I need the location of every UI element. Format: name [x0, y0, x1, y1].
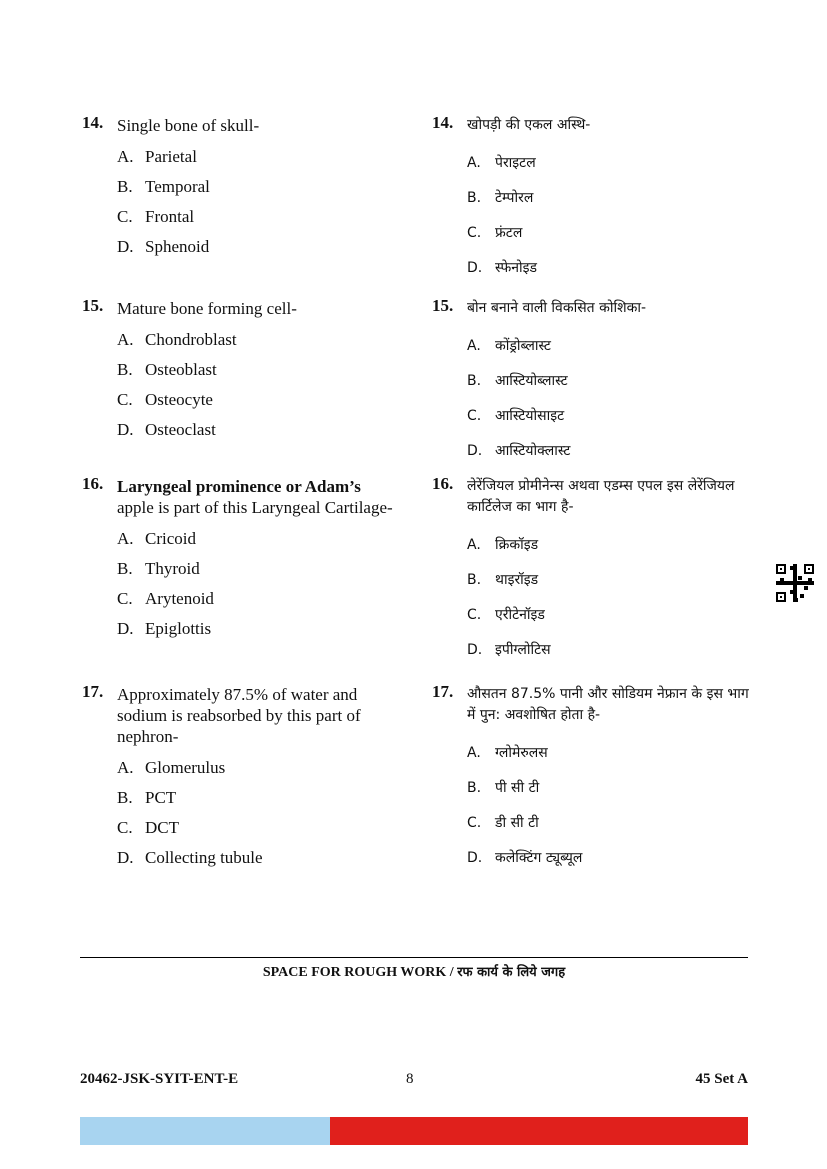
question-text: औसतन 87.5% पानी और सोडियम नेफ्रान के इस भाग में पुन: अवशोषित होता है- [467, 686, 749, 723]
page-number: 8 [406, 1071, 414, 1087]
question-16-hi [432, 476, 752, 684]
question-text: Single bone of skull- [117, 116, 260, 135]
question-text: Mature bone forming cell- [117, 299, 297, 318]
option-a[interactable]: A. Parietal [117, 147, 197, 166]
option-c[interactable]: C. फ्रंटल [467, 225, 523, 241]
question-14-en [82, 115, 402, 298]
question-number: 17. [432, 682, 454, 701]
hindi-questions-column [432, 115, 752, 876]
rough-work-divider [80, 957, 748, 958]
question-15-hi [432, 298, 752, 476]
option-d[interactable]: D. इपीग्लोटिस [467, 642, 551, 658]
option-a[interactable]: A. Glomerulus [117, 758, 226, 777]
question-text: खोपड़ी की एकल अस्थि- [467, 117, 591, 133]
question-14-hi [432, 115, 752, 298]
question-17-en [82, 684, 402, 873]
question-text: Laryngeal prominence or Adam’s apple is part of this Laryngeal Cartilage- [117, 477, 393, 517]
option-d[interactable]: D. स्फेनोइड [467, 260, 537, 276]
question-number: 15. [432, 296, 454, 315]
option-b[interactable]: B. Temporal [117, 177, 210, 196]
question-text: Approximately 87.5% of water and sodium is reabsorbed by this part of nephron- [117, 685, 361, 746]
option-d[interactable]: D. Osteoclast [117, 420, 216, 439]
option-c[interactable]: C. एरीटेनॉइड [467, 607, 545, 623]
rough-work-heading: SPACE FOR ROUGH WORK / रफ कार्य के लिये जगह [262, 965, 566, 980]
option-d[interactable]: D. Sphenoid [117, 237, 210, 256]
question-text: बोन बनाने वाली विकसित कोशिका- [467, 300, 647, 316]
option-b[interactable]: B. Thyroid [117, 559, 200, 578]
paper-code: 20462-JSK-SYIT-ENT-E [80, 1071, 239, 1087]
option-b[interactable]: B. पी सी टी [467, 780, 540, 796]
set-label: 45 Set A [695, 1071, 748, 1087]
question-number: 16. [82, 474, 104, 493]
option-b[interactable]: B. Osteoblast [117, 360, 217, 379]
option-b[interactable]: B. आस्टियोब्लास्ट [467, 373, 568, 389]
question-number: 17. [82, 682, 104, 701]
qr-code-icon [776, 564, 814, 602]
english-questions-column [82, 115, 402, 873]
question-bold-lead: Laryngeal prominence or Adam’s [117, 477, 361, 496]
option-b[interactable]: B. PCT [117, 788, 177, 807]
option-b[interactable]: B. टेम्पोरल [467, 190, 534, 206]
question-17-hi [432, 684, 752, 876]
option-d[interactable]: D. कलेक्टिंग ट्यूब्यूल [467, 850, 583, 866]
option-a[interactable]: A. क्रिकॉइड [467, 537, 539, 553]
option-d[interactable]: D. आस्टियोक्लास्ट [467, 443, 571, 459]
footer-bar-red [330, 1117, 748, 1145]
option-c[interactable]: C. Osteocyte [117, 390, 213, 409]
question-15-en [82, 298, 402, 476]
option-c[interactable]: C. डी सी टी [467, 815, 539, 831]
option-a[interactable]: A. Chondroblast [117, 330, 237, 349]
option-a[interactable]: A. कोंड्रोब्लास्ट [467, 338, 551, 354]
option-c[interactable]: C. Frontal [117, 207, 195, 226]
footer-bar-blue [80, 1117, 330, 1145]
question-number: 14. [82, 113, 104, 132]
option-b[interactable]: B. थाइरॉइड [467, 572, 539, 588]
option-d[interactable]: D. Collecting tubule [117, 848, 263, 867]
option-c[interactable]: C. Arytenoid [117, 589, 214, 608]
option-c[interactable]: C. DCT [117, 818, 179, 837]
question-text: लेरेंजियल प्रोमीनेन्स अथवा एडम्स एपल इस लेरेंजियल कार्टिलेज का भाग है- [467, 478, 735, 515]
question-16-en [82, 476, 402, 684]
question-number: 15. [82, 296, 104, 315]
question-number: 14. [432, 113, 454, 132]
option-c[interactable]: C. आस्टियोसाइट [467, 408, 565, 424]
option-a[interactable]: A. ग्लोमेरुलस [467, 745, 548, 761]
question-number: 16. [432, 474, 454, 493]
option-a[interactable]: A. Cricoid [117, 529, 196, 548]
option-d[interactable]: D. Epiglottis [117, 619, 212, 638]
option-a[interactable]: A. पेराइटल [467, 155, 536, 171]
